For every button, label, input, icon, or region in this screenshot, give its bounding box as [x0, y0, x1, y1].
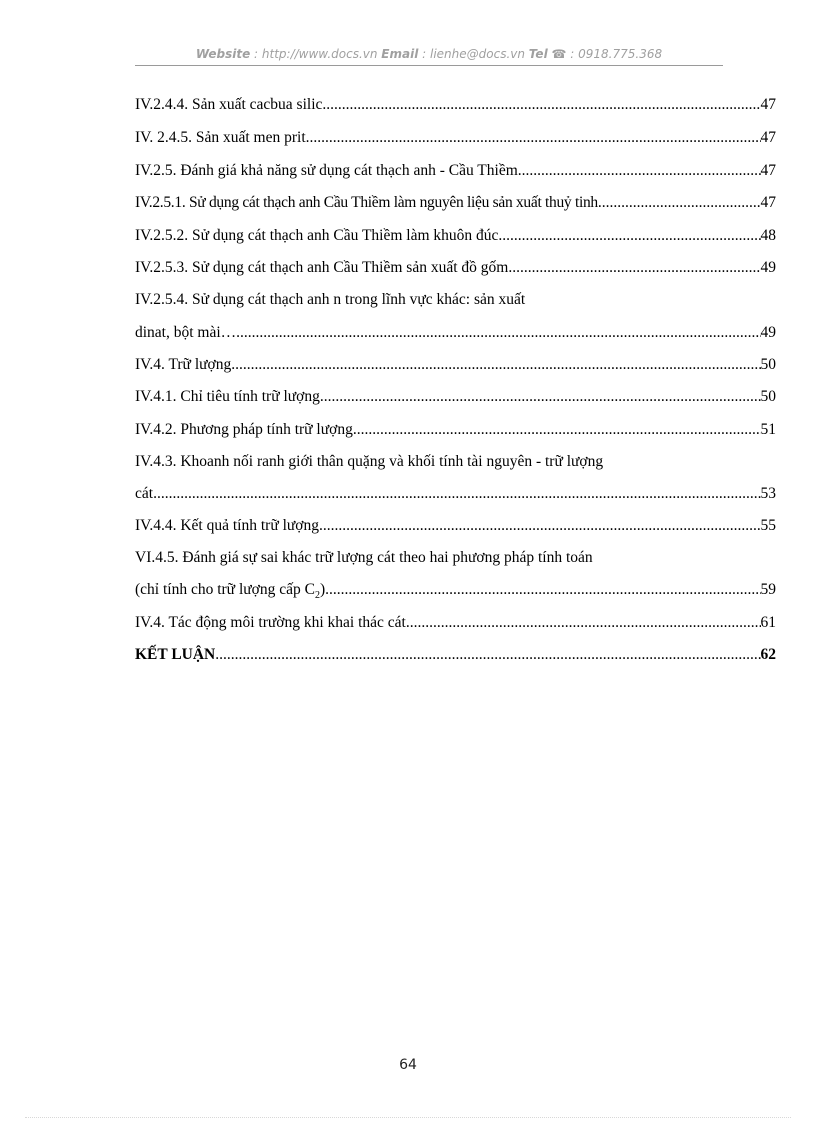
toc-entry-page: 55 [760, 517, 776, 534]
toc-leader-dots [322, 93, 760, 117]
toc-entry [135, 578, 776, 602]
toc-entry-title [135, 578, 325, 602]
toc-entry-title: IV. 2.4.5. Sản xuất men prit [135, 129, 306, 146]
toc-leader-dots [518, 159, 761, 183]
toc-entry-page: 50 [760, 388, 776, 405]
toc-leader-dots [353, 418, 761, 442]
toc-entry [135, 385, 776, 409]
toc-entry-title-part: (chỉ tính cho trữ lượng cấp C [135, 581, 315, 598]
footer-divider [25, 1117, 791, 1118]
toc-leader-dots [319, 514, 760, 538]
toc-leader-dots [406, 611, 761, 635]
toc-leader-dots [236, 321, 760, 345]
toc-entry [135, 321, 776, 345]
toc-entry-page: 62 [760, 646, 776, 663]
toc-entry-title-line1: VI.4.5. Đánh giá sự sai khác trữ lượng cát theo hai phương pháp tính toán [135, 549, 593, 566]
toc-leader-dots [320, 385, 761, 409]
toc-entry-title: IV.4. Tác động môi trường khi khai thác cát [135, 614, 406, 631]
toc-entry [135, 353, 776, 377]
toc-entry-title: IV.2.5.2. Sử dụng cát thạch anh Cầu Thiềm làm khuôn đúc [135, 227, 499, 244]
toc-entry [135, 482, 776, 506]
toc-leader-dots [231, 353, 760, 377]
toc-entry-title: IV.4.1. Chỉ tiêu tính trữ lượng [135, 388, 320, 405]
toc-entry-page: 49 [760, 259, 776, 276]
toc-entry-page: 47 [760, 194, 776, 211]
toc-entry-page: 47 [760, 162, 776, 179]
toc-entry-title: dinat, bột mài… [135, 324, 237, 341]
toc-entry [135, 224, 776, 248]
toc-entry [135, 191, 776, 215]
page-header [135, 47, 723, 61]
toc-entry [135, 514, 776, 538]
toc-entry-title-line1: IV.4.3. Khoanh nối ranh giới thân quặng và khối tính tài nguyên - trữ lượng [135, 453, 604, 470]
toc-entry-title: IV.4. Trữ lượng [135, 356, 232, 373]
toc-leader-dots [153, 482, 760, 506]
toc-entry-title: IV.2.5. Đánh giá khả năng sử dụng cát thạch anh - Cầu Thiềm [135, 162, 518, 179]
toc-entry-subscript: 2 [314, 590, 320, 602]
website-value: : http://www.docs.vn [250, 47, 382, 61]
toc-entry [135, 611, 776, 635]
toc-entry-title: IV.2.5.1. Sử dụng cát thạch anh Cầu Thiềm làm nguyên liệu sản xuất thuỷ tinh [135, 194, 598, 211]
toc-entry-page: 49 [760, 324, 776, 341]
toc-entry-title: KẾT LUẬN [135, 646, 216, 663]
toc-leader-dots [598, 191, 761, 215]
toc-entry-title: IV.2.4.4. Sản xuất cacbua silic [135, 96, 323, 113]
toc-leader-dots [498, 224, 760, 248]
toc-entry [135, 126, 776, 150]
toc-entry [135, 256, 776, 280]
toc-entry-page: 47 [760, 96, 776, 113]
tel-label: Tel [528, 47, 548, 61]
toc-leader-dots [508, 256, 760, 280]
toc-entry-title-part: ) [319, 581, 326, 598]
toc-entry-page: 53 [760, 485, 776, 502]
toc-leader-dots [215, 643, 760, 667]
toc-entry-title: cát [135, 485, 154, 502]
email-value: : lienhe@docs.vn [418, 47, 529, 61]
tel-value: ☎ : 0918.775.368 [547, 47, 663, 61]
toc-entry-page: 48 [760, 227, 776, 244]
toc-entry-page: 50 [760, 356, 776, 373]
page-number: 64 [399, 1057, 417, 1073]
toc-entry-page: 47 [760, 129, 776, 146]
toc-entry-page: 51 [760, 421, 776, 438]
email-label: Email [381, 47, 419, 61]
toc-entry-conclusion [135, 643, 776, 667]
toc-entry-title: IV.2.5.3. Sử dụng cát thạch anh Cầu Thiềm sản xuất đồ gốm [135, 259, 509, 276]
toc-entry [135, 93, 776, 117]
toc-entry-page: 59 [760, 581, 776, 598]
header-divider [135, 65, 723, 66]
toc-leader-dots [325, 578, 760, 602]
toc-leader-dots [306, 126, 761, 150]
toc-entry [135, 418, 776, 442]
toc-entry-page: 61 [760, 614, 776, 631]
toc-entry-title: IV.4.2. Phương pháp tính trữ lượng [135, 421, 353, 438]
toc-entry [135, 159, 776, 183]
website-label: Website [195, 47, 251, 61]
toc-entry-title-line1: IV.2.5.4. Sử dụng cát thạch anh n trong lĩnh vực khác: sản xuất [135, 291, 526, 308]
toc-entry-title: IV.4.4. Kết quả tính trữ lượng [135, 517, 320, 534]
